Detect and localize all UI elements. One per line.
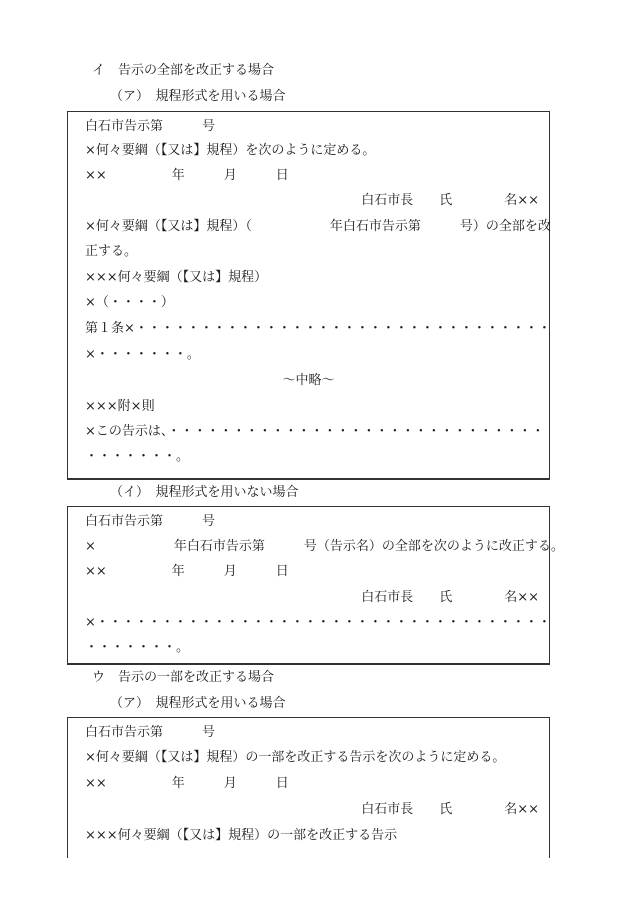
mayor-signature: 白石市長 氏 名××	[361, 193, 539, 208]
regulation-title: ×××何々要綱（【又は】規程）の一部を改正する告示	[85, 828, 398, 843]
date-line: ×× 年 月 日	[85, 564, 289, 579]
mayor-signature: 白石市長 氏 名××	[361, 802, 539, 817]
section-i-sub-i-heading: （イ） 規程形式を用いない場合	[110, 485, 299, 500]
notice-number: 白石市告示第 号	[85, 514, 216, 529]
template-box-full-revision-plain	[67, 506, 564, 665]
section-i-sub-a-heading: （ア） 規程形式を用いる場合	[110, 89, 286, 104]
template-box-partial-revision-regulation	[67, 717, 550, 858]
date-line: ×× 年 月 日	[85, 776, 289, 791]
notice-number: 白石市告示第 号	[85, 119, 216, 134]
template-box-full-revision-regulation	[67, 111, 550, 480]
supplementary-text: ×この告示は、・・・・・・・・・・・・・・・・・・・・・・・・・・・・・	[85, 424, 545, 439]
body-text-cont: ・・・・・・・。	[85, 640, 190, 655]
date-line: ×× 年 月 日	[85, 168, 289, 183]
supplementary-heading: ×××附×則	[85, 399, 155, 414]
supplementary-text-cont: ・・・・・・・。	[85, 449, 190, 464]
enactment-text: ×何々要綱（【又は】規程）を次のように定める。	[85, 143, 376, 158]
regulation-title: ×××何々要綱（【又は】規程）	[85, 270, 268, 285]
section-i-heading: イ 告示の全部を改正する場合	[92, 63, 275, 78]
article-caption: ×（・・・・）	[85, 295, 174, 310]
notice-number: 白石市告示第 号	[85, 725, 216, 740]
revision-text: × 年白石市告示第 号（告示名）の全部を次のように改正する。	[85, 539, 564, 554]
omission-mark: ～中略～	[282, 373, 335, 388]
revision-text-cont: 正する。	[85, 244, 138, 259]
article-1-cont: ×・・・・・・・。	[85, 347, 200, 362]
revision-text: ×何々要綱（【又は】規程）（ 年白石市告示第 号）の全部を改	[85, 219, 551, 234]
section-u-sub-a-heading: （ア） 規程形式を用いる場合	[110, 696, 286, 711]
article-1: 第１条×・・・・・・・・・・・・・・・・・・・・・・・・・・・・・・・・	[85, 321, 551, 336]
enactment-text: ×何々要綱（【又は】規程）の一部を改正する告示を次のように定める。	[85, 750, 506, 765]
body-text: ×・・・・・・・・・・・・・・・・・・・・・・・・・・・・・・・・・・・	[85, 615, 551, 630]
mayor-signature: 白石市長 氏 名××	[361, 590, 539, 605]
section-u-heading: ウ 告示の一部を改正する場合	[92, 670, 275, 685]
